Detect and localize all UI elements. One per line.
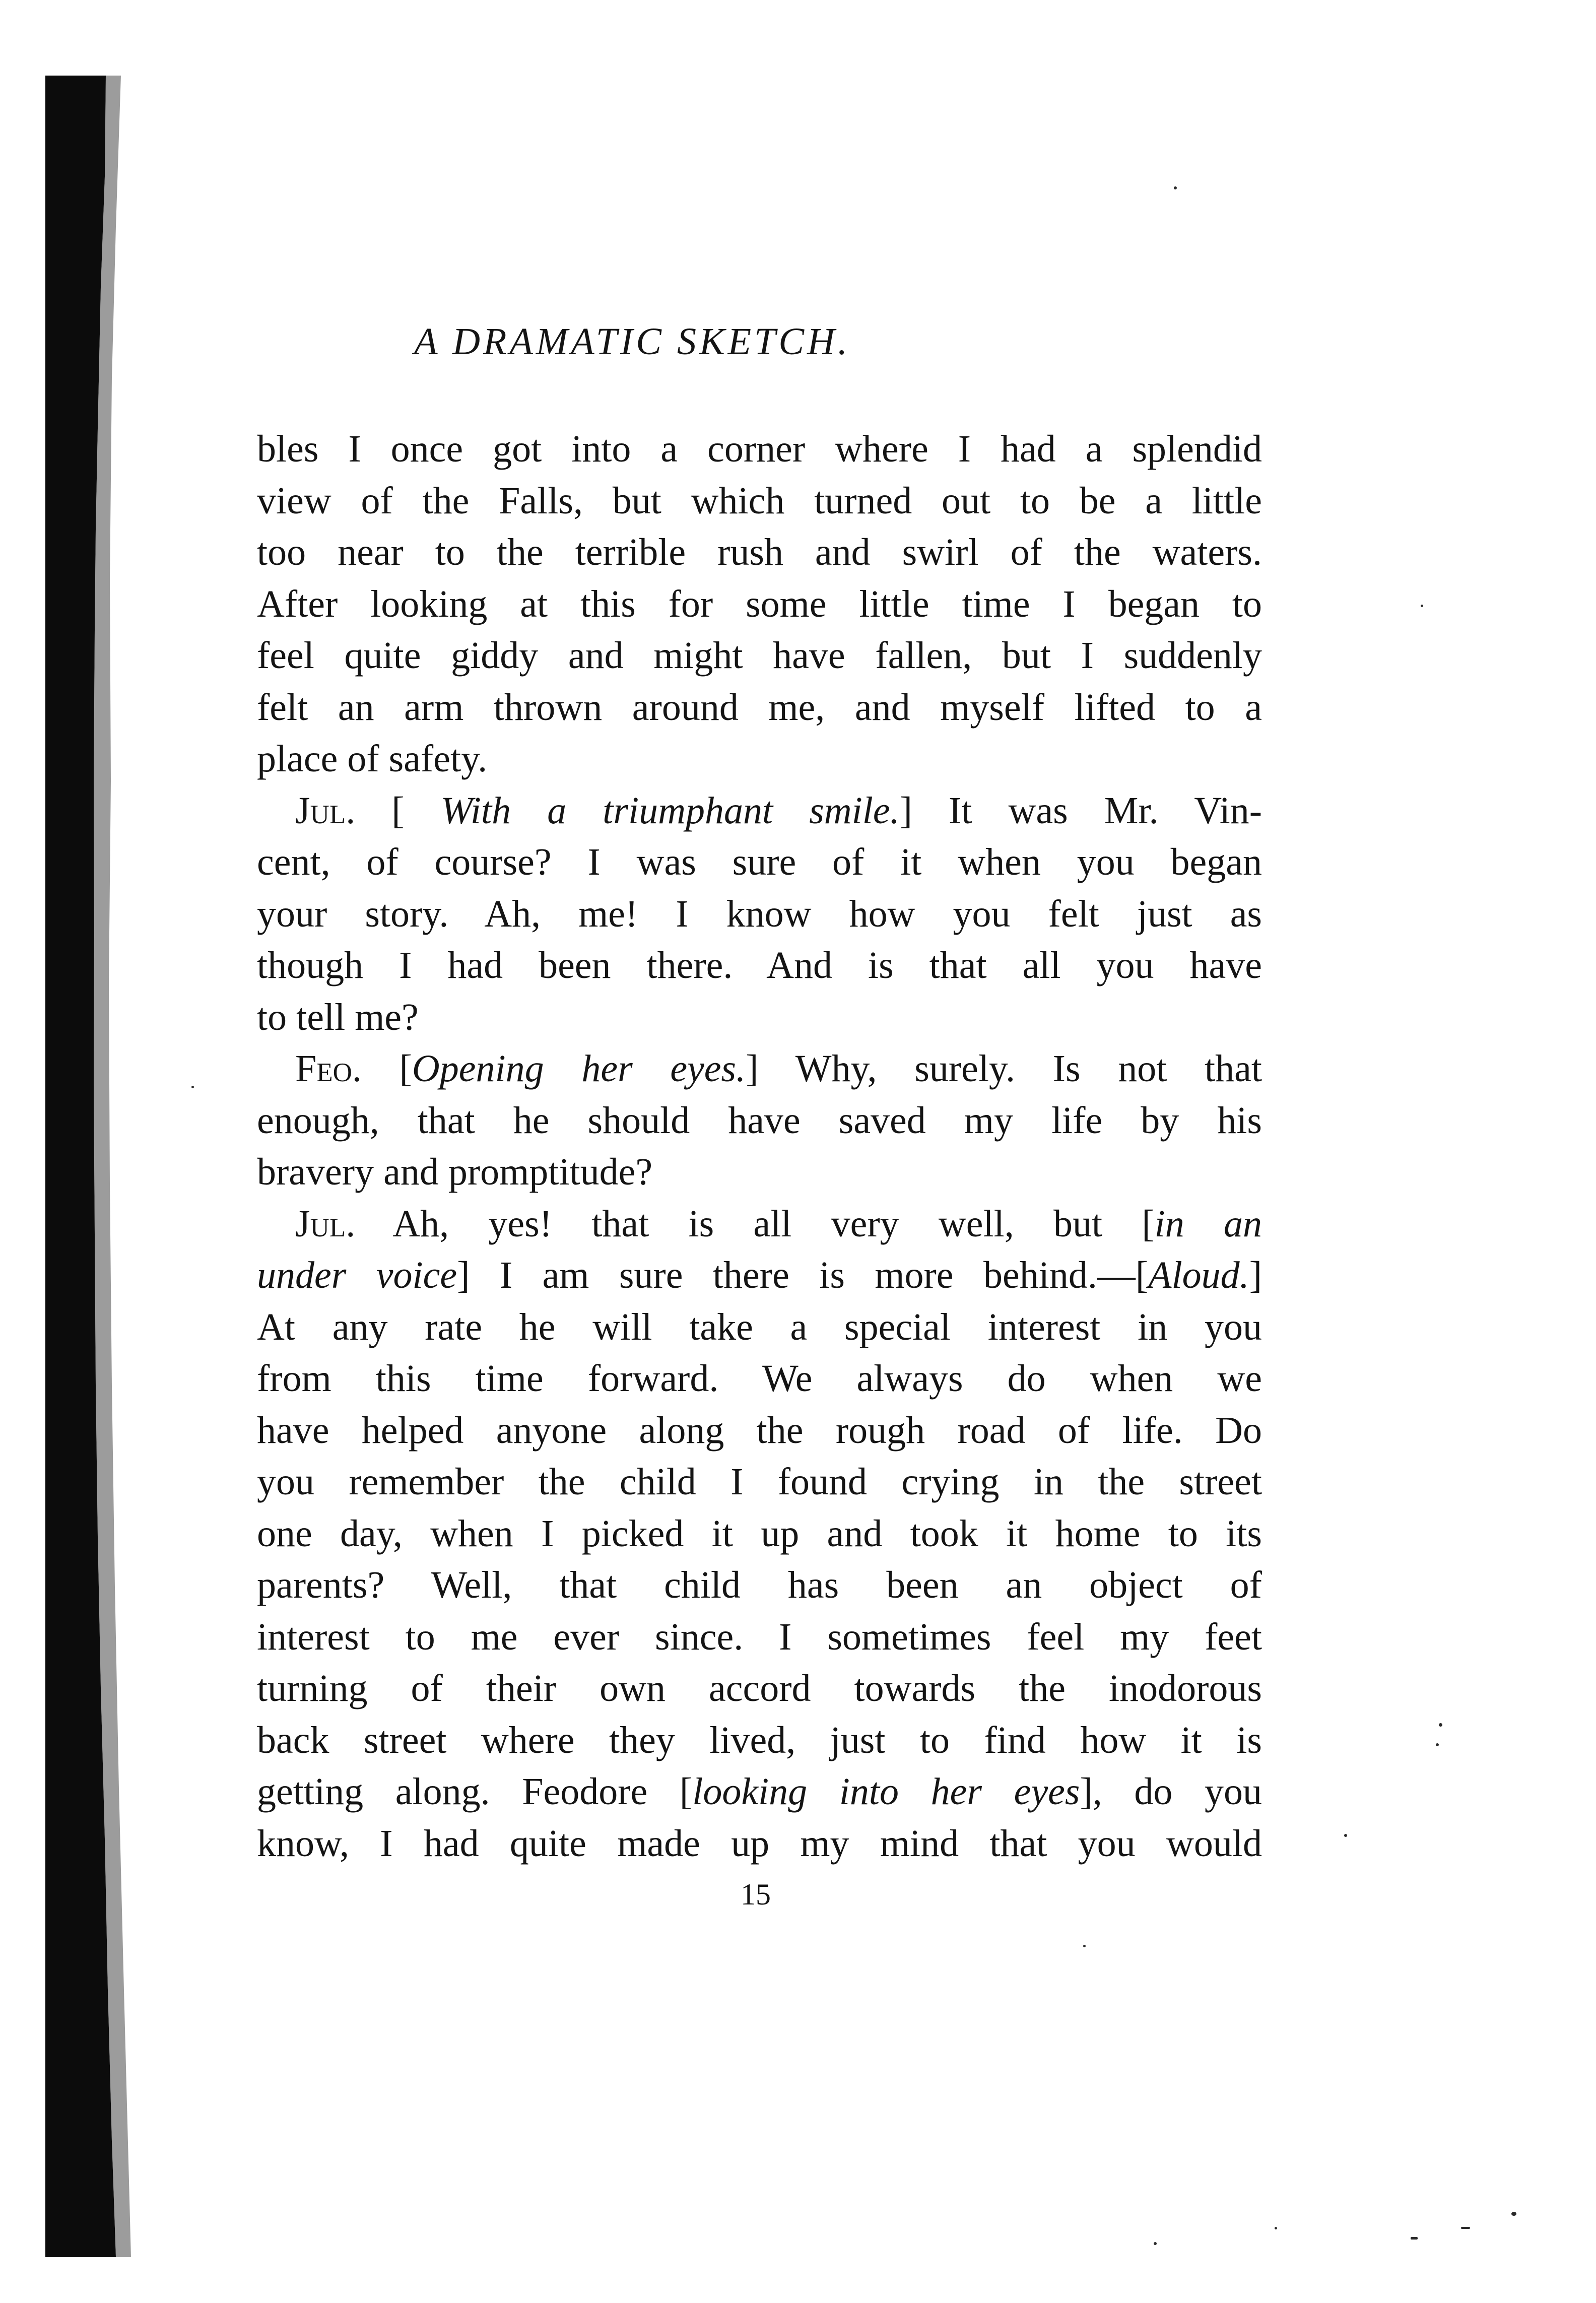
text-run: back street where they lived, just to find how it is — [257, 1719, 1262, 1761]
speaker-name: Feo. — [295, 1047, 362, 1090]
text-line — [257, 992, 1262, 1043]
body-text — [257, 423, 1262, 1869]
text-run: feel quite giddy and might have fallen, but I suddenly — [257, 634, 1262, 677]
text-line — [257, 423, 1262, 475]
text-line — [257, 630, 1262, 682]
text-run: know, I had quite made up my mind that you would — [257, 1822, 1262, 1865]
print-speck — [1154, 2242, 1157, 2245]
text-run: your story. Ah, me! I know how you felt just as — [257, 892, 1262, 935]
text-line — [257, 1353, 1262, 1405]
stage-direction: Aloud. — [1148, 1254, 1249, 1296]
text-line — [257, 578, 1262, 630]
text-run: bles I once got into a corner where I had a splendid — [257, 428, 1262, 470]
text-run: turning of their own accord towards the inodorous — [257, 1667, 1262, 1709]
text-line — [257, 1198, 1262, 1250]
stage-direction: under voice — [257, 1254, 457, 1296]
stage-direction: With a triumphant smile. — [440, 789, 900, 832]
text-run: interest to me ever since. I sometimes feel my feet — [257, 1615, 1262, 1658]
print-speck — [1461, 2227, 1470, 2229]
text-line — [257, 1766, 1262, 1818]
text-run: from this time forward. We always do when we — [257, 1357, 1262, 1400]
text-run: to tell me? — [257, 996, 419, 1038]
text-run: ] I am sure there is more behind.—[ — [457, 1254, 1149, 1296]
text-line — [257, 1249, 1262, 1301]
text-run: felt an arm thrown around me, and myself lifted to a — [257, 686, 1262, 729]
page-number: 15 — [741, 1878, 771, 1911]
text-line — [257, 836, 1262, 888]
text-run: one day, when I picked it up and took it home to its — [257, 1512, 1262, 1555]
text-line — [257, 1818, 1262, 1870]
stage-direction: Opening her eyes. — [412, 1047, 746, 1090]
speaker-name: Jul. — [295, 1202, 356, 1245]
print-speck — [1439, 1723, 1442, 1727]
text-line — [257, 1456, 1262, 1508]
text-line — [257, 1559, 1262, 1611]
text-run: view of the Falls, but which turned out to be a little — [257, 479, 1262, 522]
text-run: cent, of course? I was sure of it when you began — [257, 841, 1262, 883]
text-line — [257, 940, 1262, 992]
text-line — [257, 1611, 1262, 1663]
print-speck — [1436, 1743, 1439, 1746]
text-run: enough, that he should have saved my life by his — [257, 1099, 1262, 1142]
text-run: though I had been there. And is that all you have — [257, 944, 1262, 986]
running-head: A DRAMATIC SKETCH. — [414, 320, 850, 363]
stage-direction: looking into her eyes — [692, 1770, 1080, 1813]
text-line — [257, 1715, 1262, 1766]
print-speck — [1174, 186, 1177, 189]
text-line — [257, 475, 1262, 527]
text-line — [257, 1095, 1262, 1147]
print-speck — [1083, 1945, 1086, 1947]
text-run: getting along. Feodore [ — [257, 1770, 693, 1813]
text-run: too near to the terrible rush and swirl of the waters. — [257, 531, 1262, 573]
print-speck — [1421, 605, 1423, 607]
text-run: place of safety. — [257, 738, 488, 780]
text-run: parents? Well, that child has been an object of — [257, 1564, 1262, 1606]
binding-shadow — [45, 76, 151, 2257]
text-line — [257, 888, 1262, 940]
text-run: [ — [361, 1047, 412, 1090]
text-line — [257, 1508, 1262, 1560]
text-run: have helped anyone along the rough road of life. Do — [257, 1409, 1262, 1452]
print-speck — [191, 1086, 194, 1088]
stage-direction: in an — [1154, 1202, 1262, 1245]
text-line — [257, 1663, 1262, 1715]
print-speck — [1275, 2227, 1277, 2229]
text-run: ], do you — [1080, 1770, 1262, 1813]
speaker-name: Jul. — [295, 789, 356, 832]
print-speck — [1511, 2212, 1516, 2216]
text-line — [257, 1043, 1262, 1095]
text-line — [257, 682, 1262, 734]
text-line — [257, 733, 1262, 785]
print-speck — [1411, 2237, 1418, 2240]
text-line — [257, 1146, 1262, 1198]
text-run: ] — [1249, 1254, 1262, 1296]
text-run: [ — [355, 789, 441, 832]
text-run: At any rate he will take a special interest in you — [257, 1305, 1262, 1348]
text-run: bravery and promptitude? — [257, 1151, 653, 1193]
text-run: Ah, yes! that is all very well, but [ — [355, 1202, 1155, 1245]
text-run: ] Why, surely. Is not that — [746, 1047, 1262, 1090]
text-run: ] It was Mr. Vin- — [899, 789, 1262, 832]
text-line — [257, 527, 1262, 578]
text-run: After looking at this for some little time I began to — [257, 582, 1262, 625]
text-line — [257, 1405, 1262, 1457]
print-speck — [1344, 1834, 1347, 1837]
text-run: you remember the child I found crying in the street — [257, 1461, 1262, 1503]
text-line — [257, 1301, 1262, 1353]
text-line — [257, 785, 1262, 837]
